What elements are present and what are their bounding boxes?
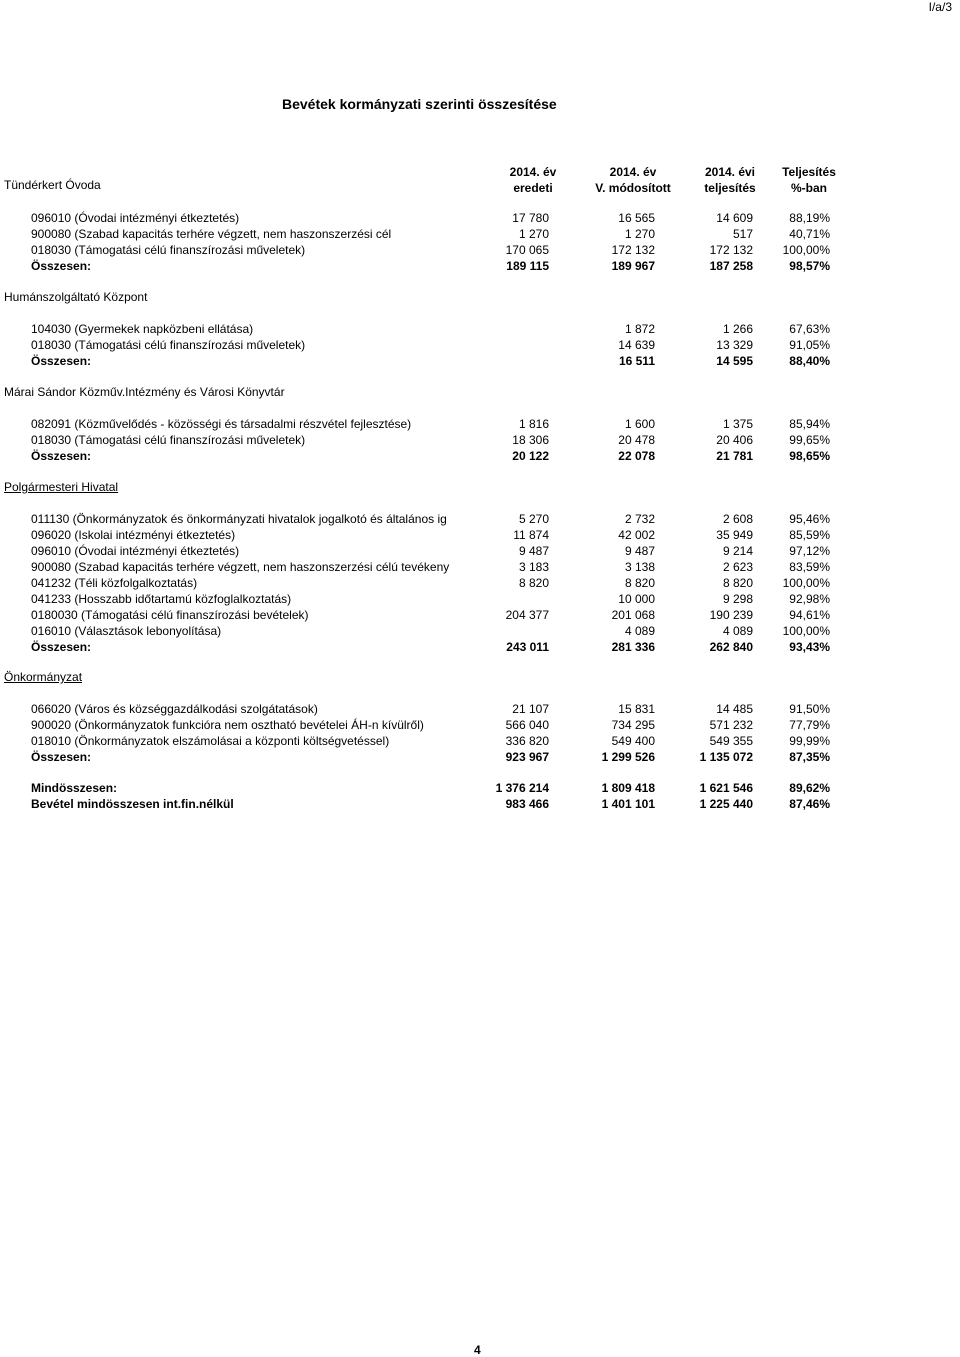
value-actual: 172 132: [709, 243, 753, 257]
page-title: Bevétek kormányzati szerinti összesítése: [282, 96, 557, 112]
grand-total-percent: 87,46%: [789, 797, 830, 811]
total-row: [0, 353, 960, 369]
total-modified: 22 078: [618, 449, 655, 463]
value-modified: 8 820: [624, 576, 655, 590]
value-modified: 16 565: [618, 211, 655, 225]
table-row: [0, 701, 960, 717]
total-percent: 88,40%: [789, 354, 830, 368]
table-row: [0, 432, 960, 448]
grand-total-modified: 1 401 101: [601, 797, 655, 811]
row-label: 011130 (Önkormányzatok és önkormányzati hivatalok jogalkotó és általános ig: [31, 512, 447, 526]
value-modified: 549 400: [611, 734, 655, 748]
value-original: 18 306: [512, 433, 549, 447]
total-percent: 93,43%: [789, 640, 830, 654]
value-modified: 15 831: [618, 702, 655, 716]
value-actual: 1 375: [722, 417, 753, 431]
value-modified: 1 600: [624, 417, 655, 431]
row-label: 096010 (Óvodai intézményi étkeztetés): [31, 544, 240, 558]
value-modified: 4 089: [624, 624, 655, 638]
value-modified: 9 487: [624, 544, 655, 558]
row-label: 900080 (Szabad kapacitás terhére végzett, nem haszonszerzési célú tevékeny: [31, 560, 450, 574]
column-header-modified-line1: 2014. év: [609, 165, 657, 179]
table-row: [0, 717, 960, 733]
total-label: Összesen:: [31, 354, 92, 368]
total-actual: 1 135 072: [699, 750, 753, 764]
value-actual: 190 239: [709, 608, 753, 622]
total-row: [0, 448, 960, 464]
row-label: 041233 (Hosszabb időtartamú közfoglalkoztatás): [31, 592, 292, 606]
column-header-modified: [588, 164, 678, 196]
table-row: [0, 242, 960, 258]
row-label: 096010 (Óvodai intézményi étkeztetés): [31, 211, 240, 225]
total-actual: 21 781: [716, 449, 753, 463]
total-actual: 187 258: [709, 259, 753, 273]
value-percent: 97,12%: [789, 544, 830, 558]
table-row: [0, 226, 960, 242]
column-header-actual: [694, 164, 766, 196]
value-actual: 35 949: [716, 528, 753, 542]
value-actual: 517: [732, 227, 753, 241]
table-row: [0, 575, 960, 591]
value-percent: 94,61%: [789, 608, 830, 622]
value-percent: 100,00%: [782, 576, 830, 590]
value-actual: 1 266: [722, 322, 753, 336]
total-actual: 262 840: [709, 640, 753, 654]
table-row: [0, 623, 960, 639]
total-modified: 189 967: [611, 259, 655, 273]
row-label: 104030 (Gyermekek napközbeni ellátása): [31, 322, 254, 336]
column-header-actual-line2: teljesítés: [704, 181, 756, 195]
value-original: 1 270: [518, 227, 549, 241]
value-percent: 100,00%: [782, 243, 830, 257]
value-modified: 172 132: [611, 243, 655, 257]
value-percent: 95,46%: [789, 512, 830, 526]
row-label: 082091 (Közművelődés - közösségi és társadalmi részvétel fejlesztése): [31, 417, 412, 431]
value-modified: 734 295: [611, 718, 655, 732]
table-row: [0, 210, 960, 226]
value-actual: 2 623: [722, 560, 753, 574]
value-actual: 8 820: [722, 576, 753, 590]
value-modified: 3 138: [624, 560, 655, 574]
value-modified: 42 002: [618, 528, 655, 542]
value-actual: 4 089: [722, 624, 753, 638]
value-percent: 83,59%: [789, 560, 830, 574]
value-actual: 2 608: [722, 512, 753, 526]
value-modified: 10 000: [618, 592, 655, 606]
row-label: 018010 (Önkormányzatok elszámolásai a központi költségvetéssel): [31, 734, 390, 748]
table-row: [0, 543, 960, 559]
section-title-polgarmesteri: Polgármesteri Hivatal: [4, 480, 119, 494]
table-row: [0, 591, 960, 607]
table-row: [0, 559, 960, 575]
table-row: [0, 527, 960, 543]
grand-total-actual: 1 621 546: [699, 781, 753, 795]
page-reference: I/a/3: [928, 0, 952, 14]
column-header-percent-line1: Teljesítés: [782, 165, 836, 179]
total-original: 189 115: [506, 259, 549, 273]
total-original: 243 011: [506, 640, 549, 654]
value-original: 8 820: [518, 576, 549, 590]
value-percent: 100,00%: [782, 624, 830, 638]
total-row: [0, 639, 960, 655]
value-actual: 20 406: [716, 433, 753, 447]
grand-total-actual: 1 225 440: [699, 797, 753, 811]
value-percent: 91,50%: [789, 702, 830, 716]
value-original: 566 040: [505, 718, 549, 732]
section-title-humanszolgaltato: Humánszolgáltató Központ: [4, 290, 148, 304]
row-label: 041232 (Téli közfolgalkoztatás): [31, 576, 198, 590]
value-percent: 91,05%: [789, 338, 830, 352]
value-percent: 77,79%: [789, 718, 830, 732]
value-percent: 92,98%: [789, 592, 830, 606]
row-label: 066020 (Város és községgazdálkodási szolgátatások): [31, 702, 318, 716]
row-label: 900080 (Szabad kapacitás terhére végzett, nem haszonszerzési cél: [31, 227, 392, 241]
value-percent: 85,94%: [789, 417, 830, 431]
total-actual: 14 595: [716, 354, 753, 368]
value-original: 11 874: [513, 528, 549, 542]
row-label: 018030 (Támogatási célú finanszírozási műveletek): [31, 433, 306, 447]
value-actual: 14 485: [716, 702, 753, 716]
value-original: 1 816: [518, 417, 549, 431]
table-row: [0, 321, 960, 337]
value-original: 17 780: [512, 211, 549, 225]
total-label: Összesen:: [31, 750, 92, 764]
value-original: 336 820: [505, 734, 549, 748]
row-label: 016010 (Választások lebonyolítása): [31, 624, 222, 638]
total-modified: 1 299 526: [601, 750, 655, 764]
value-actual: 14 609: [716, 211, 753, 225]
total-modified: 281 336: [611, 640, 655, 654]
value-actual: 9 298: [722, 592, 753, 606]
table-row: [0, 416, 960, 432]
row-label: 018030 (Támogatási célú finanszírozási műveletek): [31, 338, 306, 352]
grand-total-label: Mindösszesen:: [31, 781, 118, 795]
value-actual: 9 214: [722, 544, 753, 558]
total-modified: 16 511: [618, 354, 655, 368]
column-header-actual-line1: 2014. évi: [704, 165, 756, 179]
total-row: [0, 749, 960, 765]
total-label: Összesen:: [31, 259, 92, 273]
section-title-onkormanyzat: Önkormányzat: [4, 670, 83, 684]
grand-total-original: 983 466: [505, 797, 549, 811]
row-label: 096020 (Iskolai intézményi étkeztetés): [31, 528, 236, 542]
column-header-percent-line2: %-ban: [791, 181, 827, 195]
value-original: 204 377: [505, 608, 549, 622]
value-modified: 14 639: [618, 338, 655, 352]
column-header-percent: [776, 164, 842, 196]
total-percent: 98,57%: [789, 259, 830, 273]
value-actual: 549 355: [709, 734, 753, 748]
total-row: [0, 258, 960, 274]
value-percent: 88,19%: [789, 211, 830, 225]
value-actual: 571 232: [709, 718, 753, 732]
value-modified: 2 732: [624, 512, 655, 526]
grand-total-percent: 89,62%: [789, 781, 830, 795]
row-label: 900020 (Önkormányzatok funkcióra nem osztható bevételei ÁH-n kívülről): [31, 718, 424, 732]
section-title-marai: Márai Sándor Közműv.Intézmény és Városi Könyvtár: [4, 385, 285, 399]
table-row: [0, 607, 960, 623]
value-modified: 20 478: [618, 433, 655, 447]
column-header-modified-line2: V. módosított: [595, 181, 671, 195]
value-percent: 99,65%: [789, 433, 830, 447]
table-row: [0, 733, 960, 749]
value-original: 3 183: [518, 560, 549, 574]
value-percent: 99,99%: [789, 734, 830, 748]
grand-total-row: [0, 780, 960, 796]
grand-total-original: 1 376 214: [495, 781, 549, 795]
value-actual: 13 329: [716, 338, 753, 352]
value-percent: 40,71%: [789, 227, 830, 241]
value-modified: 1 270: [624, 227, 655, 241]
value-original: 5 270: [518, 512, 549, 526]
column-header-original-line2: eredeti: [513, 181, 553, 195]
total-original: 923 967: [505, 750, 549, 764]
value-original: 21 107: [512, 702, 549, 716]
grand-total-label: Bevétel mindösszesen int.fin.nélkül: [31, 797, 234, 811]
page-number: 4: [474, 1343, 481, 1357]
column-header-original: [498, 164, 568, 196]
table-row: [0, 337, 960, 353]
row-label: 0180030 (Támogatási célú finanszírozási bevételek): [31, 608, 309, 622]
value-modified: 1 872: [624, 322, 655, 336]
table-row: [0, 511, 960, 527]
total-percent: 87,35%: [789, 750, 830, 764]
total-percent: 98,65%: [789, 449, 830, 463]
value-modified: 201 068: [611, 608, 655, 622]
value-original: 170 065: [505, 243, 549, 257]
value-percent: 85,59%: [789, 528, 830, 542]
column-header-original-line1: 2014. év: [509, 165, 557, 179]
grand-total-modified: 1 809 418: [601, 781, 655, 795]
value-percent: 67,63%: [789, 322, 830, 336]
total-original: 20 122: [512, 449, 549, 463]
grand-total-row: [0, 796, 960, 812]
value-original: 9 487: [518, 544, 549, 558]
total-label: Összesen:: [31, 640, 92, 654]
total-label: Összesen:: [31, 449, 92, 463]
row-label: 018030 (Támogatási célú finanszírozási műveletek): [31, 243, 306, 257]
section-title-tunderkert: Tündérkert Óvoda: [4, 178, 101, 192]
